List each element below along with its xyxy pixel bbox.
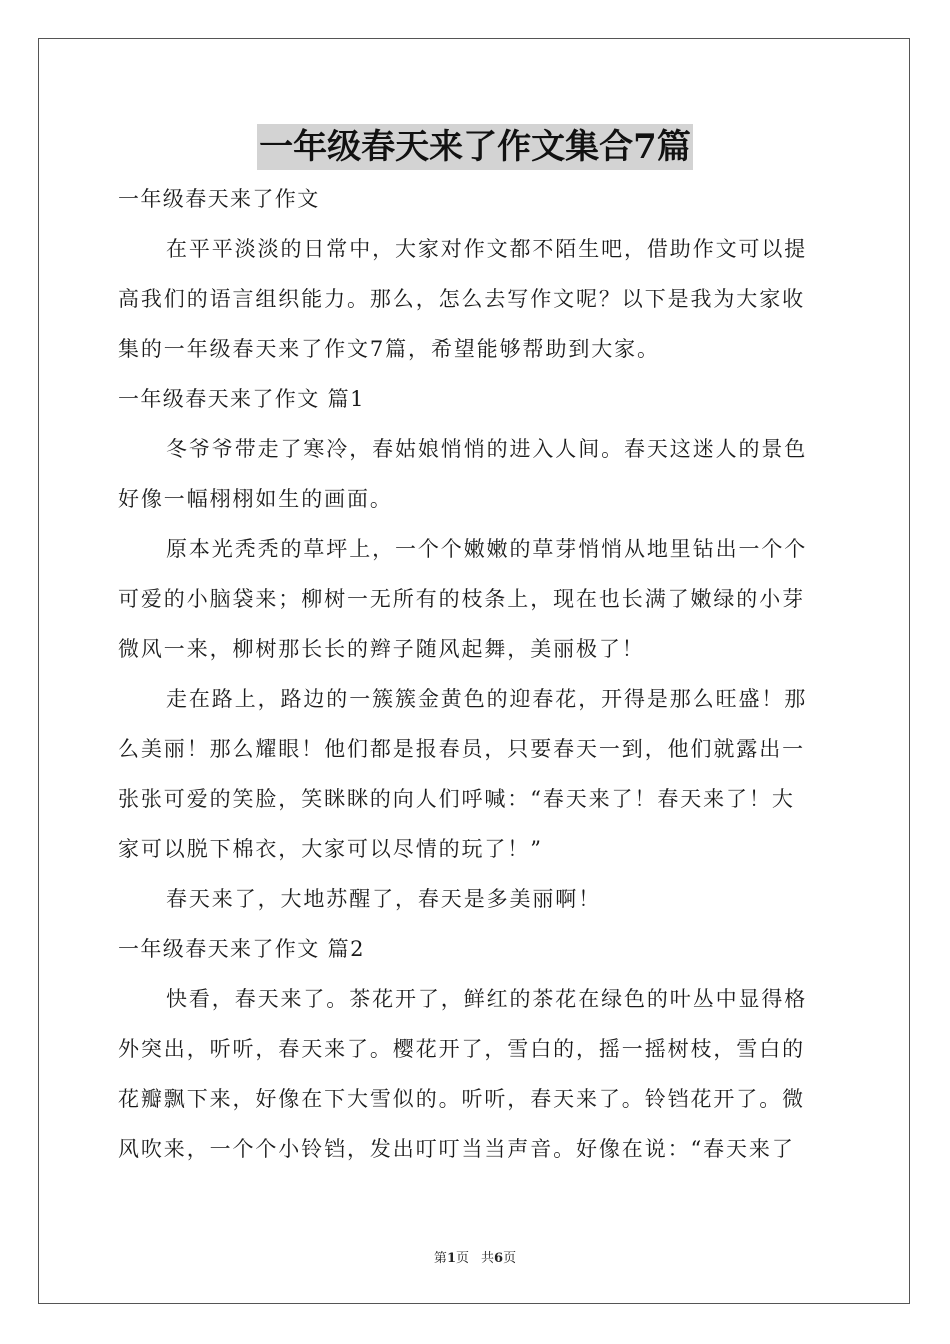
paragraph-line: 原本光秃秃的草坪上，一个个嫩嫩的草芽悄悄从地里钻出一个个 — [166, 537, 808, 561]
page-footer — [0, 1247, 950, 1266]
paragraph-line: 春天来了，大地苏醒了，春天是多美丽啊！ — [166, 887, 602, 911]
paragraph-line: 风吹来，一个个小铃铛，发出叮叮当当声音。好像在说：“春天来了 — [118, 1137, 795, 1161]
section-heading: 一年级春天来了作文 篇1 — [118, 387, 365, 411]
section-heading: 一年级春天来了作文 篇2 — [118, 937, 365, 961]
paragraph-line: 走在路上，路边的一簇簇金黄色的迎春花，开得是那么旺盛！那 — [166, 687, 808, 711]
paragraph-line: 冬爷爷带走了寒冷，春姑娘悄悄的进入人间。春天这迷人的景色 — [166, 437, 808, 461]
paragraph-line: 集的一年级春天来了作文7篇，希望能够帮助到大家。 — [118, 337, 660, 361]
paragraph-line: 张张可爱的笑脸，笑眯眯的向人们呼喊：“春天来了！春天来了！大 — [118, 787, 795, 811]
total-prefix: 共 — [481, 1251, 495, 1266]
paragraph-line: 花瓣飘下来，好像在下大雪似的。听听，春天来了。铃铛花开了。微 — [118, 1087, 805, 1111]
paragraph-line: 么美丽！那么耀眼！他们都是报春员，只要春天一到，他们就露出一 — [118, 737, 805, 761]
page-suffix: 页 — [455, 1251, 469, 1266]
page-total: 6 — [494, 1251, 504, 1266]
document-title: 一年级春天来了作文集合7篇 — [257, 124, 693, 170]
section-heading: 一年级春天来了作文 — [118, 187, 320, 211]
paragraph-line: 可爱的小脑袋来；柳树一无所有的枝条上，现在也长满了嫩绿的小芽 — [118, 587, 805, 611]
paragraph-line: 微风一来，柳树那长长的辫子随风起舞，美丽极了！ — [118, 637, 645, 661]
paragraph-line: 快看，春天来了。茶花开了，鲜红的茶花在绿色的叶丛中显得格 — [166, 987, 808, 1011]
page-current: 1 — [446, 1251, 456, 1266]
title-container — [0, 124, 950, 170]
page-prefix: 第 — [433, 1251, 447, 1266]
paragraph-line: 外突出，听听，春天来了。樱花开了，雪白的，摇一摇树枝，雪白的 — [118, 1037, 805, 1061]
document-body — [118, 174, 834, 1174]
paragraph-line: 在平平淡淡的日常中，大家对作文都不陌生吧，借助作文可以提 — [166, 237, 808, 261]
paragraph-line: 好像一幅栩栩如生的画面。 — [118, 487, 393, 511]
total-suffix: 页 — [503, 1251, 517, 1266]
paragraph-line: 家可以脱下棉衣，大家可以尽情的玩了！” — [118, 837, 543, 861]
paragraph-line: 高我们的语言组织能力。那么，怎么去写作文呢？以下是我为大家收 — [118, 287, 805, 311]
